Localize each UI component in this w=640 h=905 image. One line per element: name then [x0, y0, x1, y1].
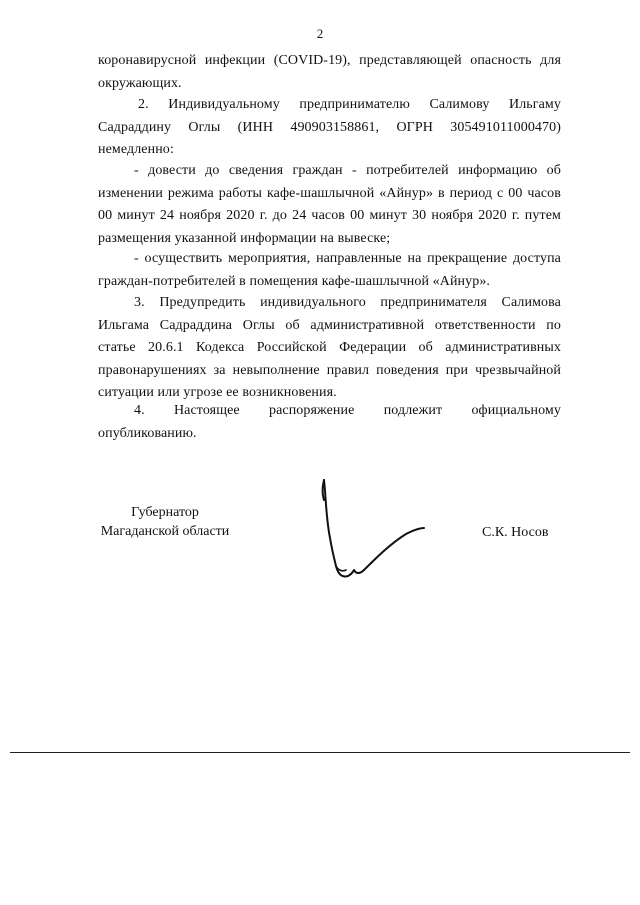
paragraph-intro [98, 50, 561, 95]
paragraph-line: статье 20.6.1 Кодекса Российской Федерации об административных [98, 340, 561, 355]
paragraph-line: окружающих. [98, 75, 182, 91]
handwritten-signature [320, 478, 430, 588]
signatory-title-line: Губернатор [131, 505, 199, 520]
paragraph-line: граждан-потребителей в помещения кафе-шашлычной «Айнур». [98, 273, 491, 289]
paragraph-line: - довести до сведения граждан - потребителей информацию об [134, 163, 561, 178]
paragraph-item-2b [98, 248, 561, 293]
signatory-title-line: Магаданской области [100, 524, 230, 539]
paragraph-line: ситуации или угрозе ее возникновения. [98, 385, 337, 400]
paragraph-line: изменении режима работы кафе-шашлычной «Айнур» в период с 00 часов [98, 185, 561, 201]
paragraph-line: опубликованию. [98, 425, 197, 441]
paragraph-line: 2. Индивидуальному предпринимателю Салимову Ильгаму [138, 97, 561, 112]
paragraph-line: Садраддину Оглы (ИНН 490903158861, ОГРН 305491011000470) [98, 119, 561, 135]
paragraph-line: правонарушениях за невыполнение правил поведения при чрезвычайной [98, 362, 561, 378]
signatory-title [96, 503, 234, 541]
paragraph-item-2a [98, 160, 561, 250]
paragraph-line: немедленно: [98, 142, 174, 157]
footer-divider [10, 752, 630, 753]
paragraph-item-3 [98, 292, 561, 405]
paragraph-line: 4. Настоящее распоряжение подлежит официальному [134, 403, 561, 418]
paragraph-line: 00 минут 24 ноября 2020 г. до 24 часов 00 минут 30 ноября 2020 г. путем [98, 208, 561, 223]
paragraph-line: - осуществить мероприятия, направленные на прекращение доступа [134, 251, 561, 266]
paragraph-line: Ильгама Садраддина Оглы об административной ответственности по [98, 317, 561, 333]
paragraph-item-4 [98, 400, 561, 445]
paragraph-item-2 [98, 94, 561, 162]
paragraph-line: 3. Предупредить индивидуального предпринимателя Салимова [134, 295, 561, 310]
signatory-name: С.К. Носов [482, 525, 549, 540]
page-number: 2 [316, 26, 324, 41]
paragraph-line: коронавирусной инфекции (COVID-19), представляющей опасность для [98, 53, 561, 68]
paragraph-line: размещения указанной информации на вывеске; [98, 230, 391, 246]
